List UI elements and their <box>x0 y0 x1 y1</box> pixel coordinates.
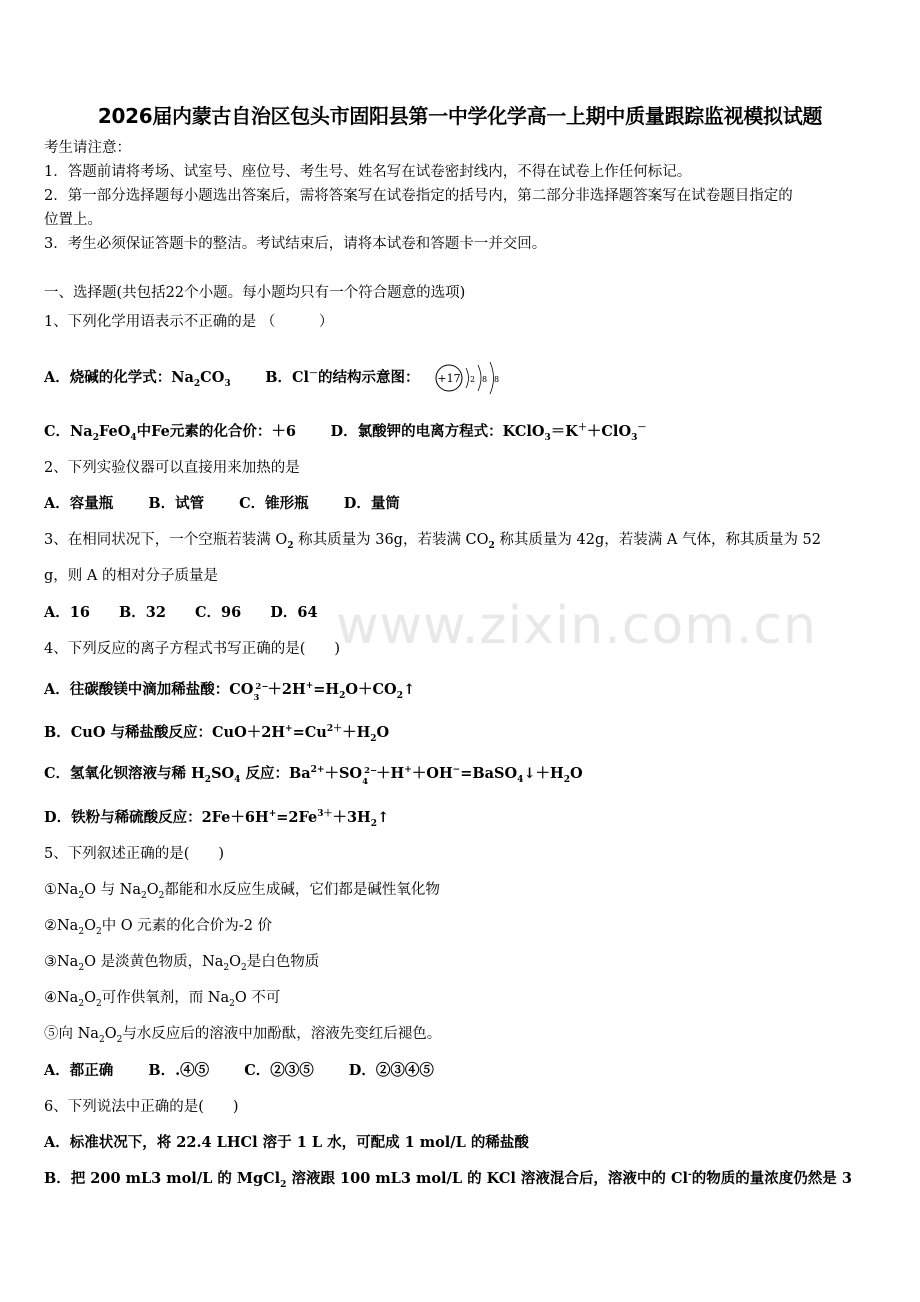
question-4-stem: 4、下列反应的离子方程式书写正确的是( ) <box>44 641 341 657</box>
option-a: A．都正确 <box>44 1062 114 1079</box>
option-d: D．64 <box>270 604 318 621</box>
question-2-options <box>44 494 400 514</box>
notice-item-3: 3．考生必须保证答题卡的整洁。考试结束后，请将本试卷和答题卡一并交回。 <box>44 236 547 252</box>
question-1-stem: 1、下列化学用语表示不正确的是 （ ） <box>44 314 334 330</box>
question-5-statement-3: $③Na_2O$ 是淡黄色物质，$Na_2O_2$是白色物质 <box>44 954 320 973</box>
notice-item-1: 1．答题前请将考场、试室号、座位号、考生号、姓名写在试卷密封线内，不得在试卷上作任何标记。 <box>44 164 692 180</box>
question-5-statement-5: ⑤向 $Na_2O_2$与水反应后的溶液中加酚酞，溶液先变红后褪色。 <box>44 1026 442 1045</box>
option-c: C．锥形瓶 <box>239 495 309 512</box>
shell-1-count: 2 <box>470 375 476 384</box>
option-d: D．氯酸钾的电离方程式：KClO$_3$＝K＋＋ClO$_3$－ <box>330 423 647 443</box>
option-d: D．②③④⑤ <box>348 1062 434 1079</box>
section-heading: 一、选择题(共包括22个小题。每小题均只有一个符合题意的选项) <box>44 285 466 301</box>
question-3-stem-cont: g，则 A 的相对分子质量是 <box>44 568 218 584</box>
site-watermark: www.zixin.com.cn <box>336 596 817 656</box>
notice-heading: 考生请注意： <box>44 140 131 156</box>
question-5-statement-2: $②Na_2O_2$中 O 元素的化合价为-2 价 <box>44 918 273 937</box>
nucleus-charge: +17 <box>437 372 461 385</box>
question-4-option-d: D．铁粉与稀硫酸反应：$2Fe+6H^+=2Fe^{3+}+3H_2↑$ <box>44 809 390 829</box>
question-6-stem: 6、下列说法中正确的是( ) <box>44 1099 239 1115</box>
option-a: A．烧碱的化学式：$Na_2CO_3$ <box>44 369 231 389</box>
shell-2-count: 8 <box>482 375 488 384</box>
option-c: C．②③⑤ <box>244 1062 314 1079</box>
question-1-options-ab <box>44 360 504 396</box>
question-5-options <box>44 1061 434 1081</box>
chlorine-ion-structure-diagram <box>434 360 504 396</box>
option-b: B．Cl－的结构示意图： <box>265 369 420 386</box>
exam-title: 2026届内蒙古自治区包头市固阳县第一中学化学高一上期中质量跟踪监视模拟试题 <box>97 104 823 128</box>
option-c: C．$Na_2FeO_4$中Fe元素的化合价：＋6 <box>44 423 296 443</box>
option-d: D．量筒 <box>343 495 400 512</box>
shell-3-count: 8 <box>494 375 500 384</box>
question-4-option-b: B．CuO 与稀盐酸反应：$CuO+2H^+=Cu^{2+}+H_2O$ <box>44 724 390 744</box>
option-b: B．试管 <box>148 495 205 512</box>
question-3-options <box>44 603 318 623</box>
question-4-option-a: A．往碳酸镁中滴加稀盐酸：CO 2− 3 $+2H^+=H_2O+CO_2↑$ <box>44 681 416 703</box>
question-2-stem: 2、下列实验仪器可以直接用来加热的是 <box>44 460 300 476</box>
question-6-option-b: B．把 200 mL3 mol/L 的 MgCl$_2$ 溶液跟 100 mL3 mol/L 的 KCl 溶液混合后，溶液中的 Cl-的物质的量浓度仍然是 3 <box>44 1170 852 1190</box>
notice-item-2: 2．第一部分选择题每小题选出答案后，需将答案写在试卷指定的括号内，第二部分非选择题答案写在试卷题目指定的 <box>44 188 793 204</box>
question-5-statement-1: $①Na_2O$ 与 $Na_2O_2$都能和水反应生成碱，它们都是碱性氧化物 <box>44 882 440 901</box>
notice-item-2-cont: 位置上。 <box>44 212 102 228</box>
question-5-statement-4: $④Na_2O_2$可作供氧剂，而 $Na_2O$ 不可 <box>44 990 281 1009</box>
option-a: A．容量瓶 <box>44 495 114 512</box>
question-1-options-cd <box>44 422 646 442</box>
question-6-option-a: A．标准状况下，将 22.4 LHCl 溶于 1 L 水，可配成 1 mol/L 的稀盐酸 <box>44 1134 529 1151</box>
option-b: B．32 <box>119 604 166 621</box>
question-3-stem: 3、在相同状况下，一个空瓶若装满 $O_2$ 称其质量为 36g，若装满 $CO_2$ 称其质量为 42g，若装满 A 气体，称其质量为 52 <box>44 532 822 551</box>
question-4-option-c: C．氢氧化钡溶液与稀 $H_2SO_4$ 反应：$Ba^{2+}+SO$ 2− 4 $+H^++OH^-=BaSO_4↓+H_2O$ <box>44 765 583 787</box>
option-b: B．.④⑤ <box>148 1062 210 1079</box>
question-5-stem: 5、下列叙述正确的是( ) <box>44 846 225 862</box>
option-c: C．96 <box>195 604 242 621</box>
option-a: A．16 <box>44 604 90 621</box>
